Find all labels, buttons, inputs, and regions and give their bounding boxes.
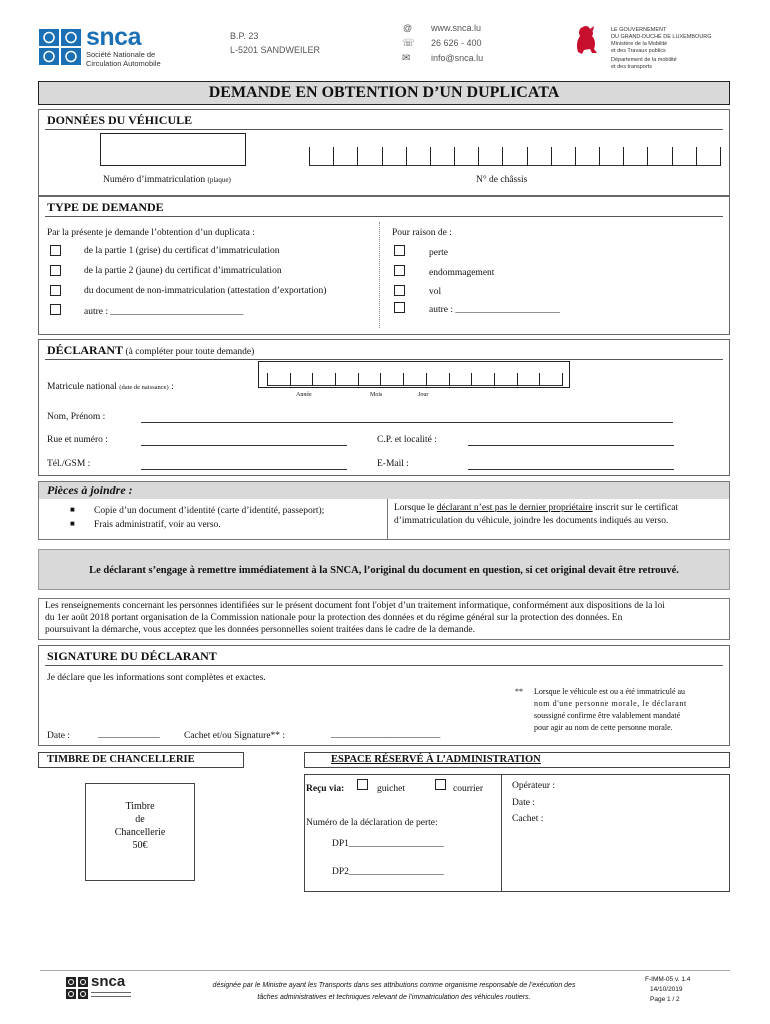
signature-note-4: pour agir au nom de cette personne morale. bbox=[534, 723, 673, 732]
piece-bullet-2: ■ bbox=[70, 519, 75, 528]
timbre-line-4: 50€ bbox=[132, 840, 148, 851]
chassis-label: N° de châssis bbox=[476, 175, 528, 185]
checkbox-guichet[interactable] bbox=[357, 779, 368, 790]
tel-label: Tél./GSM : bbox=[47, 459, 91, 469]
section-vehicule-title: DONNÉES DU VÉHICULE bbox=[47, 113, 193, 127]
type-raison: Pour raison de : bbox=[392, 228, 452, 238]
option-non-immatriculation: du document de non-immatriculation (attestation d’exportation) bbox=[84, 286, 327, 296]
checkbox-autre-document[interactable] bbox=[50, 304, 61, 315]
immatriculation-label bbox=[103, 175, 231, 185]
rue-label: Rue et numéro : bbox=[47, 435, 108, 445]
admin-title: ESPACE RÉSERVÉ À L’ADMINISTRATION bbox=[331, 754, 541, 765]
gov-line-4: et des Travaux publics bbox=[611, 48, 666, 54]
checkbox-non-immatriculation[interactable] bbox=[50, 285, 61, 296]
timbre-line-1: Timbre bbox=[125, 801, 155, 812]
option-partie-1: de la partie 1 (grise) du certificat d’immatriculation bbox=[84, 246, 280, 256]
matricule-input-tick bbox=[539, 373, 540, 386]
section-vehicule-rule bbox=[45, 129, 723, 130]
timbre-line-2: de bbox=[135, 814, 145, 825]
matricule-input-tick bbox=[267, 373, 268, 386]
rue-input[interactable] bbox=[141, 445, 347, 446]
pieces-note-1: Lorsque le bbox=[394, 503, 435, 513]
pieces-note-box bbox=[387, 499, 729, 539]
footer-date: 14/10/2019 bbox=[650, 986, 683, 993]
admin-recu: Reçu via: bbox=[306, 784, 345, 794]
admin-courrier: courrier bbox=[453, 784, 484, 794]
address-city: L-5201 SANDWEILER bbox=[230, 45, 321, 55]
chassis-input-tick bbox=[527, 147, 528, 166]
footer-line-2: tâches administratives et techniques relevant de l’immatriculation des véhicules routiers. bbox=[257, 994, 531, 1001]
matricule-mois: Mois bbox=[370, 392, 383, 398]
checkbox-perte[interactable] bbox=[394, 245, 405, 256]
section-signature-rule bbox=[45, 665, 723, 666]
mail-icon: ✉ bbox=[402, 53, 411, 64]
section-type-title: TYPE DE DEMANDE bbox=[47, 200, 164, 214]
reason-endommagement: endommagement bbox=[429, 268, 495, 278]
signature-date-label: Date : bbox=[47, 731, 70, 741]
checkbox-partie-2[interactable] bbox=[50, 265, 61, 276]
matricule-input-tick bbox=[426, 373, 427, 386]
matricule-input-tick bbox=[449, 373, 450, 386]
section-vehicule bbox=[38, 109, 730, 196]
footer-page: Page 1 / 2 bbox=[650, 996, 680, 1003]
matricule-input-tick bbox=[312, 373, 313, 386]
chassis-input-tick bbox=[599, 147, 600, 166]
web-icon: @ bbox=[403, 23, 413, 33]
option-autre-document: autre : ____________________________ bbox=[84, 307, 244, 317]
admin-dp1[interactable]: DP1____________________ bbox=[332, 839, 444, 849]
address-bp: B.P. 23 bbox=[230, 31, 259, 41]
chassis-input-tick bbox=[647, 147, 648, 166]
piece-bullet-1: ■ bbox=[70, 505, 75, 514]
chassis-input-tick bbox=[672, 147, 673, 166]
type-divider bbox=[379, 222, 380, 328]
matricule-input[interactable] bbox=[258, 361, 570, 388]
section-type-rule bbox=[45, 216, 723, 217]
privacy-line-2: du 1er août 2018 portant organisation de la Commission nationale pour la protection des données et du régime général sur la protection des données. En bbox=[45, 613, 623, 623]
admin-cachet: Cachet : bbox=[512, 814, 544, 824]
chassis-input-tick bbox=[454, 147, 455, 166]
tel-input[interactable] bbox=[141, 469, 347, 470]
section-type bbox=[38, 196, 730, 335]
matricule-label-small: (date de naissance) bbox=[119, 384, 169, 391]
immatriculation-input[interactable] bbox=[100, 133, 246, 166]
chassis-input-tick bbox=[430, 147, 431, 166]
section-declarant-rule bbox=[45, 359, 723, 360]
section-admin bbox=[304, 752, 730, 892]
checkbox-courrier[interactable] bbox=[435, 779, 446, 790]
snca-logo-subtitle-2: Circulation Automobile bbox=[86, 59, 161, 68]
snca-logo-icon bbox=[38, 28, 82, 66]
signature-cachet-input[interactable]: _______________________ bbox=[331, 730, 441, 740]
immatriculation-label-text: Numéro d’immatriculation bbox=[103, 175, 206, 185]
matricule-baseline bbox=[267, 385, 562, 386]
pieces-note-3: inscrit sur le certificat bbox=[592, 503, 679, 513]
footer-rule bbox=[40, 970, 730, 971]
chassis-input-tick bbox=[406, 147, 407, 166]
section-pieces bbox=[38, 481, 730, 540]
signature-declare: Je déclare que les informations sont complètes et exactes. bbox=[47, 673, 266, 683]
matricule-input-tick bbox=[517, 373, 518, 386]
chassis-input-tick bbox=[333, 147, 334, 166]
matricule-input-tick bbox=[335, 373, 336, 386]
email-input[interactable] bbox=[468, 469, 674, 470]
privacy-line-1: Les renseignements concernant les personnes identifiées sur le présent document font l'objet d’un traitement informatique, conformément aux dispositions de la loi bbox=[45, 601, 665, 611]
snca-logo-word: snca bbox=[86, 23, 141, 51]
phone-number: 26 626 - 400 bbox=[431, 38, 482, 48]
form-title-bar bbox=[38, 81, 730, 105]
admin-dp2[interactable]: DP2____________________ bbox=[332, 867, 444, 877]
timbre-title-box bbox=[38, 752, 244, 768]
reason-autre: autre : ______________________ bbox=[429, 305, 560, 315]
signature-note-mark: ** bbox=[515, 687, 523, 696]
matricule-annee: Année bbox=[296, 392, 312, 398]
reason-perte: perte bbox=[429, 248, 448, 258]
piece-item-2: Frais administratif, voir au verso. bbox=[94, 520, 221, 530]
admin-title-box bbox=[304, 752, 730, 768]
matricule-input-tick bbox=[562, 373, 563, 386]
matricule-label-text: Matricule national bbox=[47, 382, 117, 392]
matricule-input-tick bbox=[403, 373, 404, 386]
matricule-input-tick bbox=[494, 373, 495, 386]
chassis-baseline bbox=[309, 165, 721, 166]
immatriculation-label-small: (plaque) bbox=[207, 176, 231, 184]
section-declarant-title: DÉCLARANT bbox=[47, 343, 124, 357]
admin-guichet: guichet bbox=[377, 784, 405, 794]
checkbox-endommagement[interactable] bbox=[394, 265, 405, 276]
matricule-label bbox=[47, 382, 174, 392]
matricule-label-colon: : bbox=[171, 382, 174, 392]
signature-date-input[interactable]: _____________ bbox=[98, 730, 160, 740]
chassis-input-tick bbox=[382, 147, 383, 166]
checkbox-partie-1[interactable] bbox=[50, 245, 61, 256]
section-signature-title: SIGNATURE DU DÉCLARANT bbox=[47, 649, 217, 663]
chassis-input[interactable] bbox=[309, 133, 721, 166]
engagement-text: Le déclarant s’engage à remettre immédiatement à la SNCA, l’original du document en question, si cet original devait être retrouvé. bbox=[89, 565, 679, 576]
checkbox-vol[interactable] bbox=[394, 285, 405, 296]
matricule-input-tick bbox=[471, 373, 472, 386]
matricule-input-tick bbox=[358, 373, 359, 386]
email-label: E-Mail : bbox=[377, 459, 409, 469]
admin-numero: Numéro de la déclaration de perte: bbox=[306, 818, 438, 828]
reason-vol: vol bbox=[429, 287, 442, 297]
timbre-line-3: Chancellerie bbox=[114, 827, 166, 838]
matricule-jour: Jour bbox=[418, 392, 429, 398]
pieces-note-line-2: d’immatriculation du véhicule, joindre les documents indiqués au verso. bbox=[394, 516, 669, 526]
type-intro: Par la présente je demande l’obtention d’un duplicata : bbox=[47, 228, 255, 238]
chassis-input-tick bbox=[696, 147, 697, 166]
privacy-box bbox=[38, 598, 730, 640]
footer-line-1: désignée par le Ministre ayant les Transports dans ses attributions comme organisme responsable de l’exécution des bbox=[212, 982, 576, 989]
engagement-box bbox=[38, 549, 730, 590]
signature-cachet-label: Cachet et/ou Signature** : bbox=[184, 731, 286, 741]
section-pieces-title: Pièces à joindre : bbox=[47, 483, 133, 497]
cp-input[interactable] bbox=[468, 445, 674, 446]
privacy-line-3: poursuivant la démarche, vous acceptez que les données personnelles soient traitées dans le cadre de la demande. bbox=[45, 625, 475, 635]
phone-icon: ☏ bbox=[402, 38, 415, 49]
gov-line-3: Ministère de la Mobilité bbox=[611, 41, 668, 47]
signature-note-3: soussigné confirme être valablement mandaté bbox=[534, 711, 681, 720]
section-declarant-heading bbox=[47, 343, 254, 358]
luxembourg-lion-icon bbox=[570, 22, 602, 56]
pieces-note-line-1 bbox=[394, 503, 678, 513]
chassis-input-tick bbox=[720, 147, 721, 166]
gov-line-2: DU GRAND-DUCHÉ DE LUXEMBOURG bbox=[611, 34, 712, 40]
gov-line-5: Département de la mobilité bbox=[611, 57, 677, 63]
admin-right-box bbox=[502, 774, 730, 892]
section-declarant-note: (à compléter pour toute demande) bbox=[125, 347, 255, 357]
cp-label: C.P. et localité : bbox=[377, 435, 437, 445]
matricule-input-tick bbox=[290, 373, 291, 386]
timbre-stamp-box[interactable] bbox=[85, 783, 195, 881]
chassis-input-tick bbox=[309, 147, 310, 166]
option-partie-2: de la partie 2 (jaune) du certificat d’immatriculation bbox=[84, 266, 282, 276]
chassis-input-tick bbox=[478, 147, 479, 166]
chassis-input-tick bbox=[575, 147, 576, 166]
gov-line-1: LE GOUVERNEMENT bbox=[611, 27, 667, 33]
gov-line-6: et des transports bbox=[611, 64, 652, 70]
section-signature bbox=[38, 645, 730, 746]
signature-note-1: Lorsque le véhicule est ou a été immatriculé au bbox=[534, 687, 686, 696]
matricule-input-tick bbox=[380, 373, 381, 386]
timbre-title: TIMBRE DE CHANCELLERIE bbox=[47, 754, 195, 765]
footer-code: F-IMM-05 v. 1.4 bbox=[645, 976, 691, 983]
admin-date: Date : bbox=[512, 798, 535, 808]
chassis-input-tick bbox=[357, 147, 358, 166]
pieces-note-2: déclarant n’est pas le dernier propriétaire bbox=[436, 503, 593, 513]
signature-note-2: nom d'une personne morale, le déclarant bbox=[534, 699, 687, 708]
section-declarant bbox=[38, 339, 730, 476]
section-pieces-title-bar bbox=[39, 482, 729, 499]
chassis-input-tick bbox=[623, 147, 624, 166]
admin-operateur: Opérateur : bbox=[512, 781, 555, 791]
footer-logo-word: snca bbox=[91, 973, 126, 990]
nom-label: Nom, Prénom : bbox=[47, 412, 106, 422]
nom-input[interactable] bbox=[141, 422, 673, 423]
form-title: DEMANDE EN OBTENTION D’UN DUPLICATA bbox=[208, 84, 560, 101]
checkbox-autre-raison[interactable] bbox=[394, 302, 405, 313]
footer-logo-lines bbox=[91, 992, 131, 993]
section-timbre bbox=[38, 752, 244, 881]
email-address[interactable]: info@snca.lu bbox=[431, 53, 484, 63]
snca-logo-subtitle-1: Société Nationale de bbox=[86, 50, 156, 59]
chassis-input-tick bbox=[502, 147, 503, 166]
web-address[interactable]: www.snca.lu bbox=[431, 23, 482, 33]
snca-logo bbox=[38, 23, 188, 68]
chassis-input-tick bbox=[551, 147, 552, 166]
piece-item-1: Copie d’un document d’identité (carte d’identité, passeport); bbox=[94, 506, 325, 516]
